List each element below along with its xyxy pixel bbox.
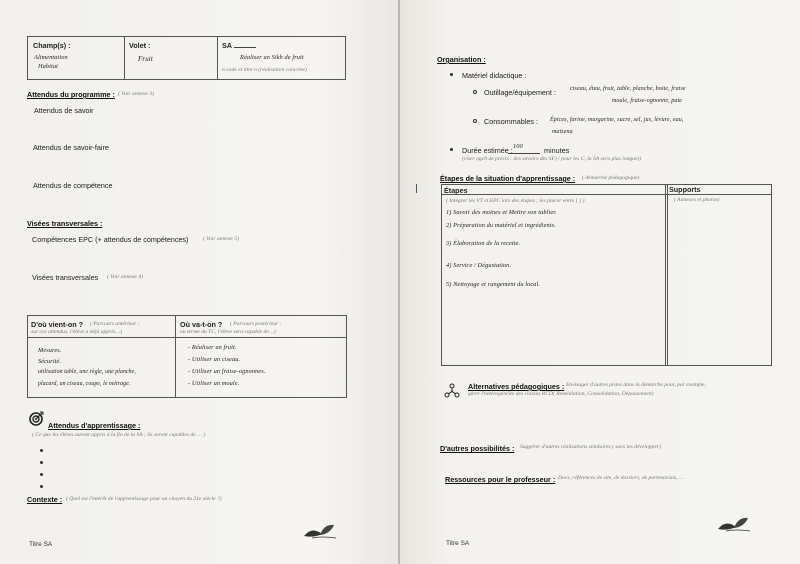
vt-hint: ( Voir annexe 4) [107,274,143,280]
vient-item: Mesures. [38,347,62,354]
network-icon [444,383,460,399]
contexte-title: Contexte : [27,495,63,504]
consommables-value-2: maïzena [552,129,573,135]
bullet [40,449,43,452]
duree-label: Durée estimée : [462,146,513,155]
alternatives-hint-2: gérer l'hétérogénéité des classes RCD( Remédiation, Consolidation, Dépassement) [468,391,654,397]
attendus-savoir: Attendus de savoir [34,106,94,115]
volet-value: Fruit [138,55,153,63]
sa-hint: n code et titre n (réalisation concrète) [222,67,307,73]
duree-unit: minutes [544,146,570,155]
autres-hint: Suggérer d'autres réalisations similaires ( sans les développer) [520,444,661,450]
duree-hint: (viser qqch de précis : des savoirs des SF) / pour les C, la SA sera plus longue)) [462,156,642,162]
etapes-hint: ( démarche pédagogique) [582,175,640,181]
step-item: 4) Service / Dégustation. [446,262,512,269]
etapes-col-hint: ( Intégrer les VT et EPC lors des étapes ; les placer entre [ ] ) [446,198,585,204]
ressources-hint: Docs, références de site, de dossiers, de partenariats, … [558,475,684,481]
organisation-title: Organisation : [437,55,486,64]
outillage-value-2: moule, fraise-ognonne, pate [612,98,683,104]
leaf-ornament-icon [716,515,752,533]
vient-hint-1: ( Parcours antérieur : [90,321,140,327]
target-icon [29,411,44,426]
vient-label: D'où vient-on ? [31,320,84,329]
outillage-value-1: ciseau, étau, fruit, table, planche, boite, fraise [570,86,686,92]
ring-bullet [473,90,477,94]
va-label: Où va-t-on ? [180,320,223,329]
autres-title: D'autres possibilités : [440,444,515,453]
footer-title: Titre SA [29,541,53,548]
step-item: 1) Savoir des moines et Mettre son tablier. [446,209,557,216]
vient-item: placard, un ciseau, coupe, le métrage. [38,381,131,387]
bullet [450,73,453,76]
vient-item: utilisation table, une règle, une planche, [38,369,136,375]
va-item: - Utiliser un moule. [188,380,240,387]
va-hint-1: ( Parcours postérieur : [230,321,282,327]
va-item: - Réaliser un fruit. [188,344,237,351]
step-item: 2) Préparation du matériel et ingrédients. [446,222,556,229]
consommables-value-1: Épices, farine, margarine, sucre, sel, jus, levure, eau, [550,117,684,123]
vt-label: Visées transversales [32,273,99,282]
contexte-hint: ( Quel est l'intérêt de l'apprentissage pour un citoyen du 21e siècle ?) [66,496,222,502]
bullet [450,148,453,151]
epc-hint: ( Voir annexe 5) [203,236,239,242]
champ-value-2: Habitat [38,63,58,70]
champ-value-1: Alimentation [34,54,68,61]
volet-label: Volet : [129,41,151,50]
attendus-savoir-faire: Attendus de savoir-faire [33,143,109,152]
va-hint-2: au terme du TC, l'élève sera capable de…) [180,329,276,335]
materiel-label: Matériel didactique : [462,71,527,80]
ressources-title: Ressources pour le professeur : [445,475,556,484]
epc-label: Compétences EPC (+ attendus de compétences) [32,235,189,244]
attendus-programme-hint: ( Voir annexe 3) [118,91,154,97]
sa-value: Réaliser un Sikh de fruit [240,54,304,61]
vient-item: Sécurité. [38,358,62,365]
attendus-apprentissage-title: Attendus d'apprentissage : [48,421,141,430]
va-item: - Utiliser un ciseau. [188,356,241,363]
sa-label: SA [222,41,232,50]
va-item: - Utiliser un fraise-ognonnes. [188,368,266,375]
col-etapes: Étapes [444,186,468,195]
alternatives-hint-1: Envisager d'autres pistes dans la démarche pour, par exemple, [566,382,706,388]
attendus-programme-title: Attendus du programme : [27,90,115,99]
step-item: 5) Nettoyage et rangement du local. [446,281,541,288]
bullet [40,473,43,476]
supports-col-hint: ( Annexes et photos) [674,197,720,203]
footer-title: Titre SA [446,540,470,547]
step-item: 3) Élaboration de la recette. [446,240,521,247]
outillage-label: Outillage/équipement : [484,88,556,97]
duree-value: 100 [513,143,523,150]
left-page [0,0,398,564]
vient-hint-2: sur ces attendus, l'élève a déjà appris…) [31,329,122,335]
champ-label: Champ(s) : [33,41,71,50]
attendus-apprentissage-hint: ( Ce que les élèves auront appris à la fin de la SA ; ils seront capables de … ) [32,432,206,438]
bullet [40,485,43,488]
ring-bullet [473,119,477,123]
visees-title: Visées transversales : [27,219,103,228]
consommables-label: Consommables : [484,117,538,126]
attendus-competence: Attendus de compétence [33,181,113,190]
leaf-ornament-icon [302,522,338,540]
col-supports: Supports [669,185,701,194]
bullet [40,461,43,464]
etapes-title: Étapes de la situation d'apprentissage : [440,174,576,183]
alternatives-title: Alternatives pédagogiques : [468,382,565,391]
right-page [400,0,800,564]
